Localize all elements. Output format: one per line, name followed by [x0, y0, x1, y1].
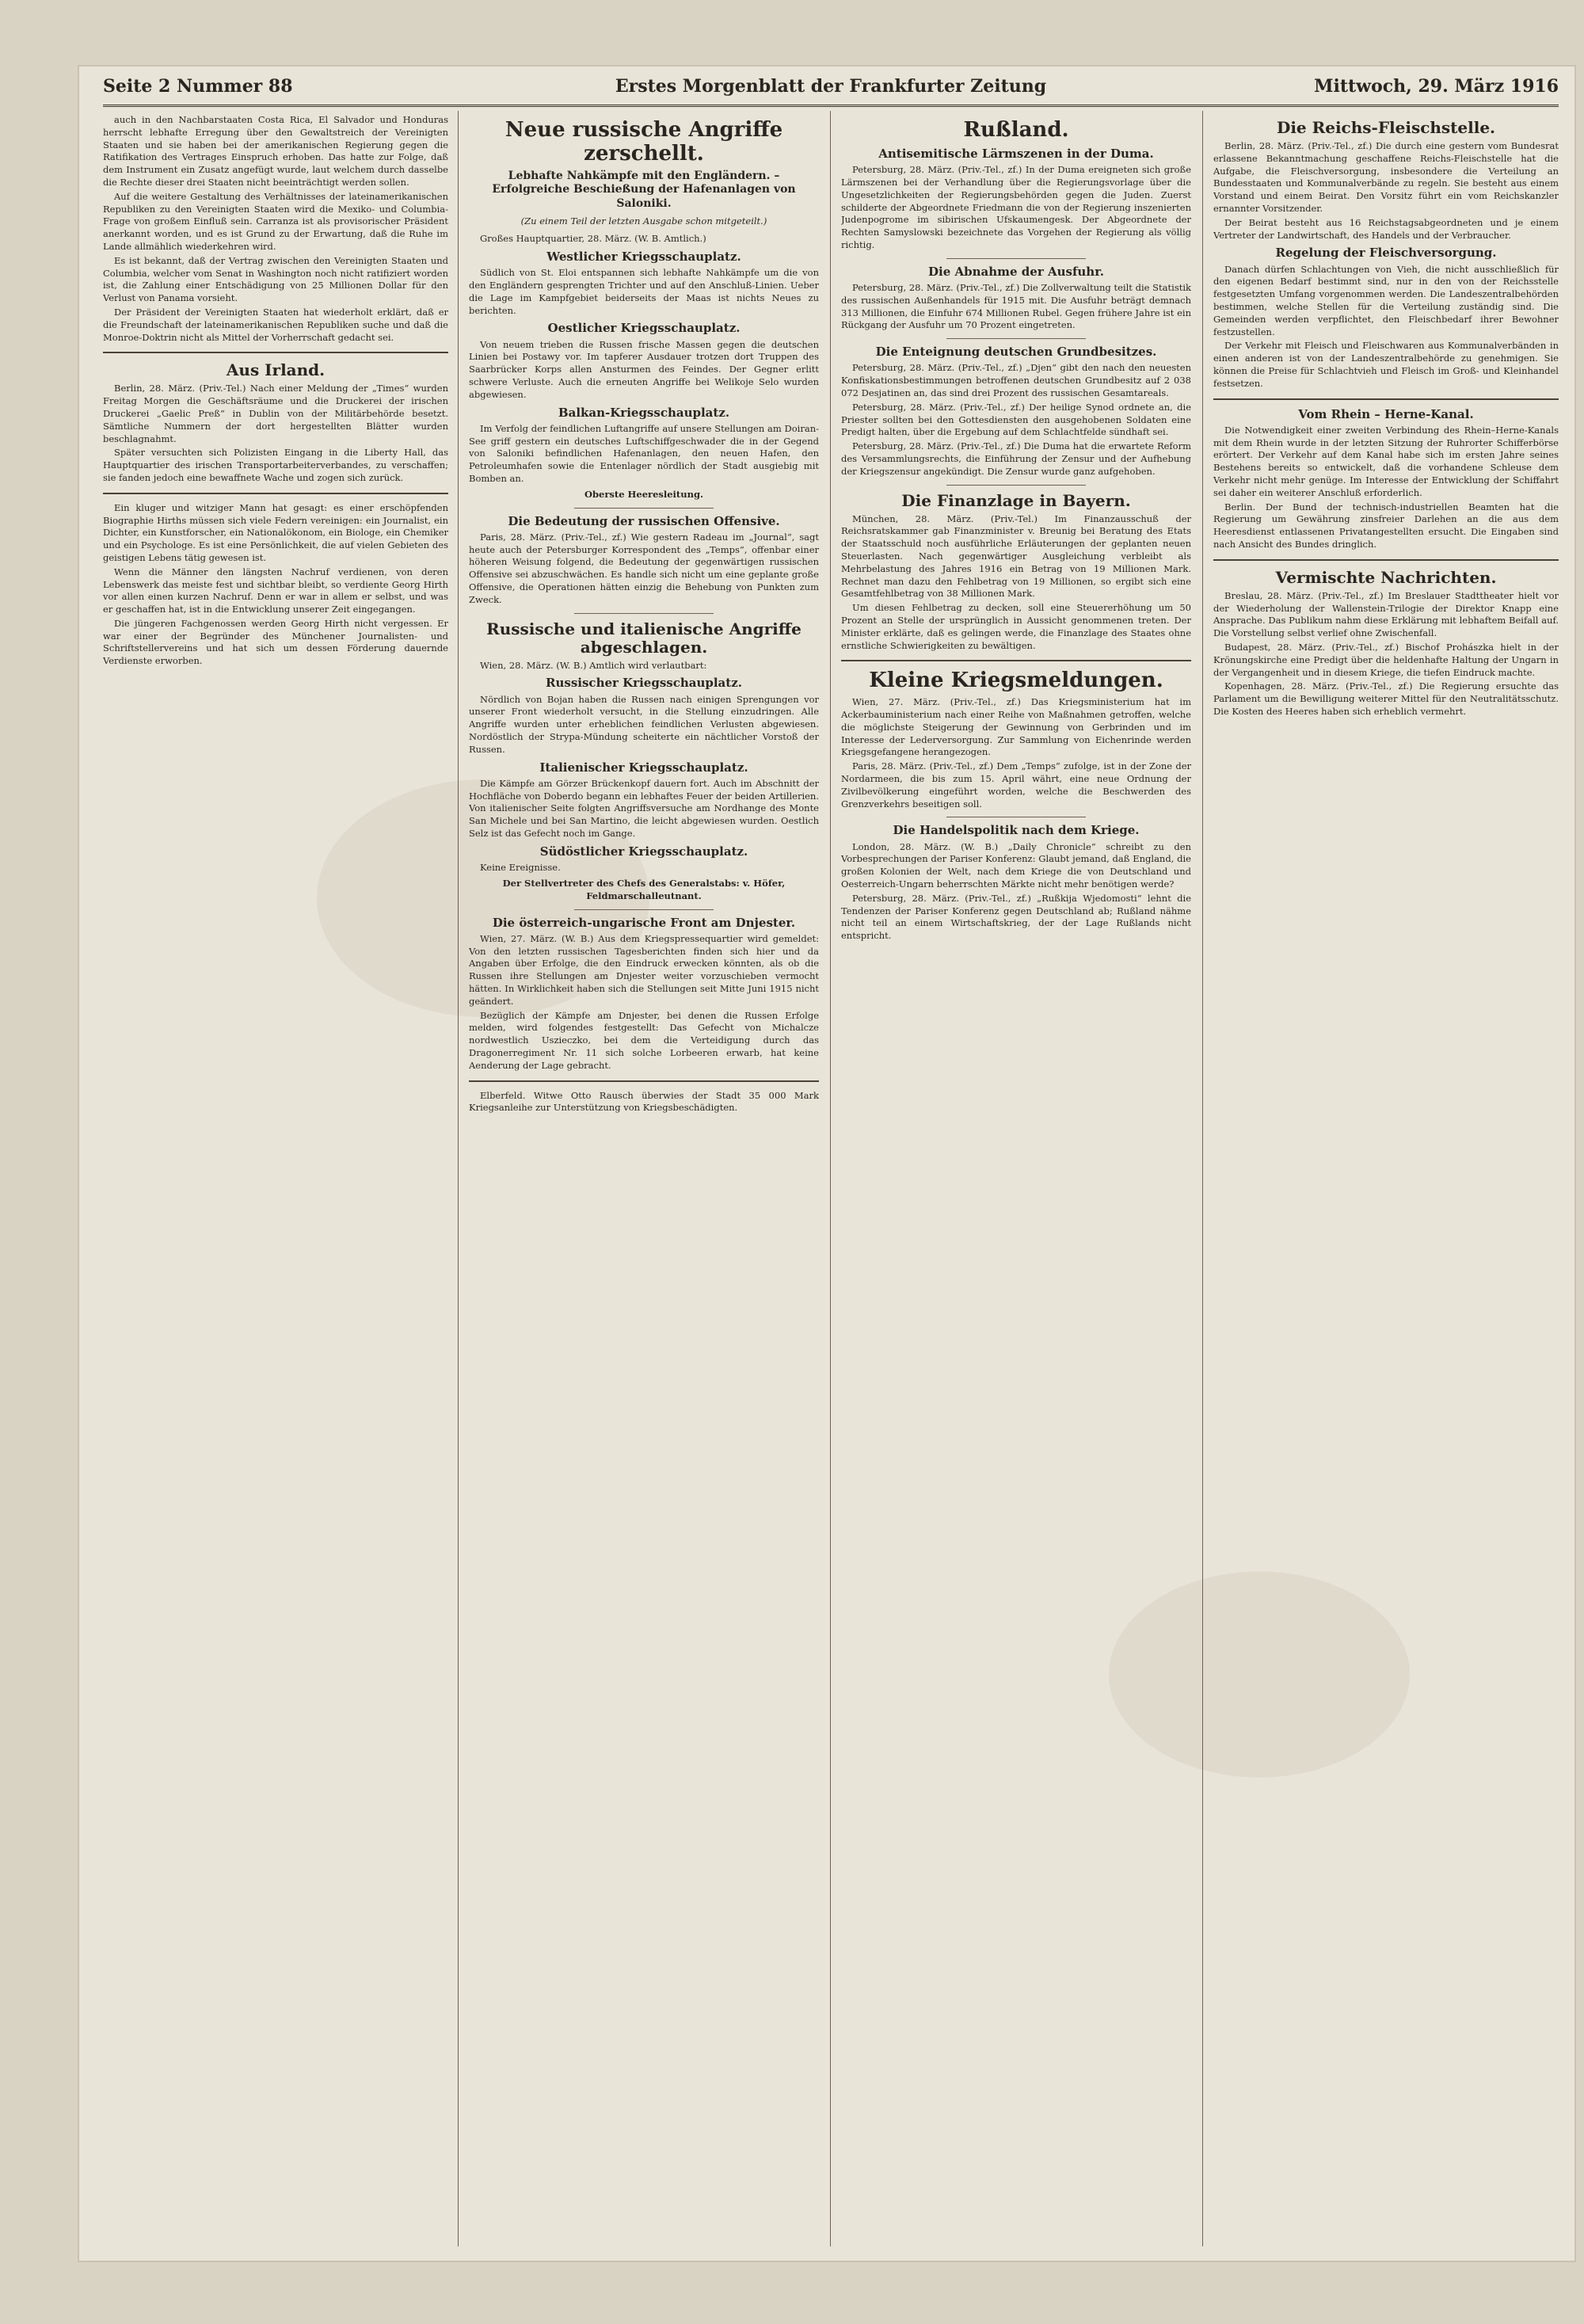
issue-date: Mittwoch, 29. März 1916 [1314, 76, 1559, 97]
column-3 [841, 114, 1191, 2245]
paragraph: London, 28. März. (W. B.) „Daily Chronicle“ schreibt zu den Vorbesprechungen der Pariser Konferenz: Glaubt jemand, daß England, die großen Kolonien der Welt, nach dem Kriege die von Deutschland und Oesterreich-Ungarn beherrschten Märkte nicht mehr benötigen werde? [841, 840, 1191, 890]
paragraph: Berlin, 28. März. (Priv.-Tel., zf.) Die durch eine gestern vom Bundesrat erlassene Bekanntmachung geschaffene Reichs-Fleischstelle hat die Aufgabe, die Fleischversorgung, insbesondere die Verteilung an Bundesstaaten und Kommunalverbände zu regeln. Sie besteht aus einem Vorstand und einem Beirat. Den Vorsitz führt ein vom Reichskanzler ernannter Vorsitzender. [1213, 140, 1559, 214]
section-divider [103, 493, 448, 494]
paragraph: Petersburg, 28. März. (Priv.-Tel., zf.) Die Zollverwaltung teilt die Statistik des russischen Außenhandels für 1915 mit. Die Ausfuhr beträgt demnach 313 Millionen, die Einfuhr 674 Millionen Rubel. Gegen frühere Jahre ist ein Rückgang der Ausfuhr um 70 Prozent eingetreten. [841, 281, 1191, 331]
paragraph: Der Verkehr mit Fleisch und Fleischwaren aus Kommunalverbänden in einen anderen ist von der Landeszentralbehörde zu genehmigen. Sie können die Preise für Schlachtvieh und Fleisch im Groß- und Kleinhandel festsetzen. [1213, 340, 1559, 389]
divider [946, 485, 1087, 486]
column-2 [469, 114, 819, 2245]
dateline: Großes Hauptquartier, 28. März. (W. B. Amtlich.) [480, 233, 706, 245]
column-rule [458, 111, 459, 2246]
section-heading: Aus Irland. [226, 360, 326, 380]
footer-note: Elberfeld. Witwe Otto Rausch überwies der Stadt 35 000 Mark Kriegsanleihe zur Unterstützung von Kriegsbeschädigten. [469, 1089, 819, 1114]
subsection-heading: Russischer Kriegsschauplatz. [546, 676, 742, 691]
paragraph: Im Verfolg der feindlichen Luftangriffe auf unsere Stellungen am Doiran-See griff gestern ein deutsches Luftschiffgeschwader die in der Gegend von Saloniki befindlichen Hafenanlagen, den neuen Hafen, den Petroleumhafen sowie die Entenlager nördlich der Stadt ausgiebig mit Bomben an. [469, 422, 819, 484]
paragraph: Keine Ereignisse. [480, 862, 561, 874]
column-rule [830, 111, 831, 2246]
subsection-heading: Südöstlicher Kriegsschauplatz. [539, 844, 748, 859]
dateline: Wien, 28. März. (W. B.) Amtlich wird verlautbart: [480, 659, 707, 671]
paragraph: Ein kluger und witziger Mann hat gesagt: es einer erschöpfenden Biographie Hirths müssen sich viele Federn vereinigen: ein Journalist, ein Dichter, ein Kunstforscher, ein Nationalökonom, ein Biologe, ein Chemiker und ein Psychologe. Es ist eine Persönlichkeit, die auf vielen Gebieten des geistigen Lebens tätig gewesen ist. [103, 501, 448, 563]
headline: Die Reichs-Fleischstelle. [1276, 118, 1496, 137]
section-divider [469, 1080, 819, 1082]
paragraph: Bezüglich der Kämpfe am Dnjester, bei denen die Russen Erfolge melden, wird folgendes festgestellt: Das Gefecht von Michalcze nordwestlich Uszieczko, bei dem die Verteidigung durch das Dragonerregiment Nr. 11 sich solche Lorbeeren erwarb, hat keine Aenderung der Lage gebracht. [469, 1009, 819, 1071]
article-heading: Die österreich-ungarische Front am Dnjester. [492, 915, 796, 930]
paragraph: Berlin, 28. März. (Priv.-Tel.) Nach einer Meldung der „Times“ wurden Freitag Morgen die Geschäftsräume und die Druckerei der irischen Druckerei „Gaelic Preß“ in Dublin von der Militärbehörde besetzt. Sämtliche Nummern der dort hergestellten Blätter wurden beschlagnahmt. [103, 383, 448, 444]
paragraph: Berlin. Der Bund der technisch-industriellen Beamten hat die Regierung um Gewährung zinsfreier Darlehen an die aus dem Heeresdienst entlassenen Privatangestellten ersucht. Die Eingaben sind nach Ansicht des Bundes dringlich. [1213, 501, 1559, 551]
paragraph: Petersburg, 28. März. (Priv.-Tel., zf.) „Djen“ gibt den nach den neuesten Konfiskationsbestimmungen betroffenen deutschen Grundbesitz auf 2 038 072 Desjatinen an, das sind drei Prozent des russischen Gesamtareals. [841, 362, 1191, 398]
paragraph: Kopenhagen, 28. März. (Priv.-Tel., zf.) Die Regierung ersuchte das Parlament um die Bewilligung weiterer Mittel für den Neutralitätsschutz. Die Kosten des Heeres haben sich erheblich vermehrt. [1213, 680, 1559, 717]
newspaper-page [79, 67, 1574, 2261]
subsection-heading: Oestlicher Kriegsschauplatz. [547, 321, 741, 336]
headline: Neue russische Angriffe zerschellt. [505, 118, 783, 166]
article-heading: Vermischte Nachrichten. [1275, 567, 1497, 587]
article-heading: Antisemitische Lärmszenen in der Duma. [878, 146, 1154, 161]
column-rule [1202, 111, 1203, 2246]
paragraph: Wenn die Männer den längsten Nachruf verdienen, von deren Lebenswerk das meiste fest und sichtbar bleibt, so verdiente Georg Hirth vor allen einen kurzen Nachruf. Denn er war in allem er selbst, und was er geschaffen hat, ist in die Entwicklung unserer Zeit eingegangen. [103, 566, 448, 615]
article-heading: Die Bedeutung der russischen Offensive. [508, 513, 780, 528]
signature: Oberste Heeresleitung. [584, 488, 704, 500]
divider [946, 338, 1087, 339]
article-heading: Die Finanzlage in Bayern. [901, 490, 1131, 510]
paragraph: Um diesen Fehlbetrag zu decken, soll eine Steuererhöhung um 50 Prozent an Stelle der ursprünglich in Aussicht genommenen treten. Der Minister erklärte, daß es gelingen werde, die Finanzlage des Staates ohne ernstliche Schwierigkeiten zu bewältigen. [841, 602, 1191, 651]
paragraph: Petersburg, 28. März. (Priv.-Tel., zf.) Der heilige Synod ordnete an, die Priester sollten bei den Gottesdiensten den ausgehobenen Soldaten eine Predigt halten, über die Ergebung auf dem Schlachtfelde sündhaft sei. [841, 401, 1191, 438]
divider [574, 909, 714, 910]
paragraph: Von neuem trieben die Russen frische Massen gegen die deutschen Linien bei Postawy vor. Im tapferer Ausdauer trotzen dort Truppen des Saarbrücker Korps allen Ansturmen des Feindes. Der Gegner erlitt schwere Verluste. Auch die erneuten Angriffe bei Welikoje Selo wurden abgewiesen. [469, 338, 819, 400]
paragraph: Petersburg, 28. März. (Priv.-Tel., zf.) In der Duma ereigneten sich große Lärmszenen bei der Verhandlung über die Regierungsvorlage über die Ungesetzlichkeiten der Regierungsbehörden gegen die Juden. Zuerst schilderte der Abgeordnete Friedmann die von der Regierung inszenierten Judenpogrome im sibirischen Ufskaumengesk. Der Abgeordnete der Rechten Samyslowski bezeichnete das Vorgehen der Regierung als völlig richtig. [841, 164, 1191, 250]
paragraph: Paris, 28. März. (Priv.-Tel., zf.) Dem „Temps“ zufolge, ist in der Zone der Nordarmeen, die bis zum 15. April währt, eine neue Ordnung der Zivilbevölkerung eingeführt worden, welche die Beschwerden des Grenzverkehrs beseitigen soll. [841, 760, 1191, 810]
newspaper-title: Erstes Morgenblatt der Frankfurter Zeitung [615, 76, 1047, 97]
paragraph: Der Präsident der Vereinigten Staaten hat wiederholt erklärt, daß er die Freundschaft der lateinamerikanischen Republiken suche und daß die Monroe-Doktrin nicht als Mittel der Vorherrschaft gedacht sei. [103, 306, 448, 343]
masthead [103, 73, 1559, 107]
page-number: Seite 2 Nummer 88 [103, 76, 293, 97]
divider [946, 258, 1087, 259]
article-heading: Die Abnahme der Ausfuhr. [928, 264, 1104, 279]
headline: Rußland. [963, 118, 1069, 142]
column-1 [103, 114, 448, 2245]
paragraph: Die jüngeren Fachgenossen werden Georg Hirth nicht vergessen. Er war einer der Begründer des Münchener Journalisten- und Schriftstellervereins und hat sich um dessen Förderung dauernde Verdienste erworben. [103, 617, 448, 667]
note: (Zu einem Teil der letzten Ausgabe schon mitgeteilt.) [520, 215, 767, 227]
paragraph: Es ist bekannt, daß der Vertrag zwischen den Vereinigten Staaten und Columbia, welcher vom Senat in Washington noch nicht ratifiziert worden ist, die Zahlung einer Entschädigung von 25 Millionen Dollar für den Verlust von Panama vorsieht. [103, 254, 448, 304]
article-heading: Die Enteignung deutschen Grundbesitzes. [875, 345, 1157, 360]
paragraph: Nördlich von Bojan haben die Russen nach einigen Sprengungen vor unserer Front wiederholt versucht, in die Stellung einzudringen. Alle Angriffe wurden unter erheblichen feindlichen Verlusten abgewiesen. Nordöstlich der Strypa-Mündung scheiterte ein nächtlicher Vorstoß der Russen. [469, 693, 819, 755]
section-divider [1213, 398, 1559, 400]
paragraph: Südlich von St. Eloi entspannen sich lebhafte Nahkämpfe um die von den Engländern gesprengten Trichter und auf den Anschluß-Linien. Ueber die Lage im Kampfgebiet beiderseits der Maas ist nichts Neues zu berichten. [469, 267, 819, 316]
paragraph: Die Notwendigkeit einer zweiten Verbindung des Rhein–Herne-Kanals mit dem Rhein wurde in der letzten Sitzung der Ruhrorter Schifferbörse erörtert. Der Verkehr auf dem Kanal habe sich im ersten Jahre seines Bestehens bereits so entwickelt, daß die vorhandene Schleuse dem Verkehr nicht mehr genüge. Im Interesse der Entwicklung der Schiffahrt sei daher ein weiterer Anschluß erforderlich. [1213, 424, 1559, 498]
divider [574, 508, 714, 509]
subsection-heading: Balkan-Kriegsschauplatz. [558, 405, 730, 420]
section-divider [103, 352, 448, 353]
paragraph: Auf die weitere Gestaltung des Verhältnisses der lateinamerikanischen Republiken zu den Vereinigten Staaten wird die Mexiko- und Columbia-Frage von großem Einfluß sein. Carranza ist als provisorischer Präsident anerkannt worden, und es ist Grund zu der Erwartung, daß die Ruhe im Lande allmählich wiederkehren wird. [103, 190, 448, 252]
section-divider [841, 660, 1191, 661]
subsection-heading: Italienischer Kriegsschauplatz. [539, 760, 748, 775]
paragraph: Paris, 28. März. (Priv.-Tel., zf.) Wie gestern Radeau im „Journal“, sagt heute auch der Petersburger Korrespondent des „Temps“, offenbar einer höheren Weisung folgend, die Bedeutung der gegenwärtigen russischen Offensive sei abzuschwächen. Es handle sich nicht um eine geplante große Offensive, die Operationen hätten einzig die Behebung von Punkten zum Zweck. [469, 531, 819, 605]
paragraph: München, 28. März. (Priv.-Tel.) Im Finanzausschuß der Reichsratskammer gab Finanzminister v. Breunig bei Beratung des Etats der Staatsschuld noch ausführliche Erläuterungen der geplanten neuen Steuerlasten. Nach gegenwärtiger Ausgleichung verbleibt als Mehrbelastung des Jahres 1916 ein Betrag von 19 Millionen Mark. Rechnet man dazu den Fehlbetrag von 19 Millionen, so ergibt sich eine Gesamtfehlbetrag von 38 Millionen Mark. [841, 512, 1191, 600]
paragraph: Danach dürfen Schlachtungen von Vieh, die nicht ausschließlich für den eigenen Bedarf bestimmt sind, nur in den von der Reichsstelle festgesetzten Umfang vorgenommen werden. Die Landeszentralbehörden bestimmen, welche Stellen für die Verteilung zuständig sind. Die Gemeinden werden verpflichtet, den Fleischbedarf ihrer Bewohner festzustellen. [1213, 263, 1559, 337]
paragraph: auch in den Nachbarstaaten Costa Rica, El Salvador und Honduras herrscht lebhafte Erregung über den Gewaltstreich der Vereinigten Staaten und sie haben bei der amerikanischen Regierung gegen die Ratifikation des Vertrages Einspruch erhoben. Das hatte zur Folge, daß dem Instrument ein Zusatz angefügt wurde, laut welchem durch dasselbe die Rechte dieser drei Staaten nicht beeinträchtigt werden sollen. [103, 114, 448, 188]
subheadline: Lebhafte Nahkämpfe mit den Engländern. – Erfolgreiche Beschießung der Hafenanlagen von Saloniki. [492, 169, 796, 210]
subsection-heading: Regelung der Fleischversorgung. [1275, 246, 1497, 261]
section-divider [1213, 559, 1559, 561]
divider [574, 613, 714, 614]
paragraph: Wien, 27. März. (W. B.) Aus dem Kriegspressequartier wird gemeldet: Von den letzten russischen Tagesberichten finden sich hier und da Angaben über Erfolge, die den Eindruck erwecken könnten, als ob die Russen ihre Stellungen am Dnjester weiter vorzuschieben vermocht hätten. In Wirklichkeit haben sich die Stellungen seit Mitte Juni 1915 nicht geändert. [469, 932, 819, 1007]
paragraph: Petersburg, 28. März. (Priv.-Tel., zf.) Die Duma hat die erwartete Reform des Versammlungsrechts, die Einführung der Zensur und der Aufhebung der Kriegszensur angekündigt. Die Zensur wurde ganz aufgehoben. [841, 440, 1191, 477]
signature: Der Stellvertreter des Chefs des Generalstabs: v. Höfer, Feldmarschalleutnant. [502, 877, 786, 901]
paragraph: Später versuchten sich Polizisten Eingang in die Liberty Hall, das Hauptquartier des irischen Transportarbeiterverbandes, zu verschaffen; sie fanden jedoch eine bewaffnete Wache und zogen sich zurück. [103, 447, 448, 483]
article-heading: Vom Rhein – Herne-Kanal. [1298, 406, 1474, 421]
paragraph: Die Kämpfe am Görzer Brückenkopf dauern fort. Auch im Abschnitt der Hochfläche von Doberdo begann ein lebhaftes Feuer der beiden Artillerien. Von italienischer Seite folgten Angriffsversuche am Nordhange des Monte San Michele und bei San Martino, die leicht abgewiesen wurden. Oestlich Selz ist das Gefecht noch im Gange. [469, 777, 819, 840]
article-heading: Die Handelspolitik nach dem Kriege. [893, 823, 1140, 838]
paragraph: Budapest, 28. März. (Priv.-Tel., zf.) Bischof Prohászka hielt in der Krönungskirche eine Predigt über die heldenhafte Haltung der Ungarn in der Vergangenheit und in diesem Kriege, die tiefen Eindruck machte. [1213, 642, 1559, 678]
paragraph: Wien, 27. März. (Priv.-Tel., zf.) Das Kriegsministerium hat im Ackerbauministerium nach einer Reihe von Maßnahmen getroffen, welche die möglichste Steigerung der Gewinnung von Gerbrinden und im Interesse der Lederversorgung. Zur Sammlung von Eichenrinde werden Kriegsgefangene herangezogen. [841, 696, 1191, 758]
subsection-heading: Westlicher Kriegsschauplatz. [546, 249, 741, 264]
paragraph: Petersburg, 28. März. (Priv.-Tel., zf.) „Rußkija Wjedomosti“ lehnt die Tendenzen der Pariser Konferenz gegen Deutschland ab; Rußland nähme nicht teil an einem Wirtschaftskrieg, der der Lage Rußlands nicht entspricht. [841, 892, 1191, 942]
article-heading: Kleine Kriegsmeldungen. [869, 669, 1163, 693]
paragraph: Breslau, 28. März. (Priv.-Tel., zf.) Im Breslauer Stadttheater hielt vor der Wiederholung der Wallenstein-Trilogie der Direktor Knapp eine Ansprache. Das Publikum nahm diese Erklärung mit lebhaftem Beifall auf. Die Vorstellung selbst verlief ohne Zwischenfall. [1213, 589, 1559, 639]
article-heading: Russische und italienische Angriffe abgeschlagen. [486, 619, 802, 657]
column-4 [1213, 114, 1559, 2245]
paragraph: Der Beirat besteht aus 16 Reichstagsabgeordneten und je einem Vertreter der Landwirtschaft, des Handels und der Verbraucher. [1213, 216, 1559, 241]
